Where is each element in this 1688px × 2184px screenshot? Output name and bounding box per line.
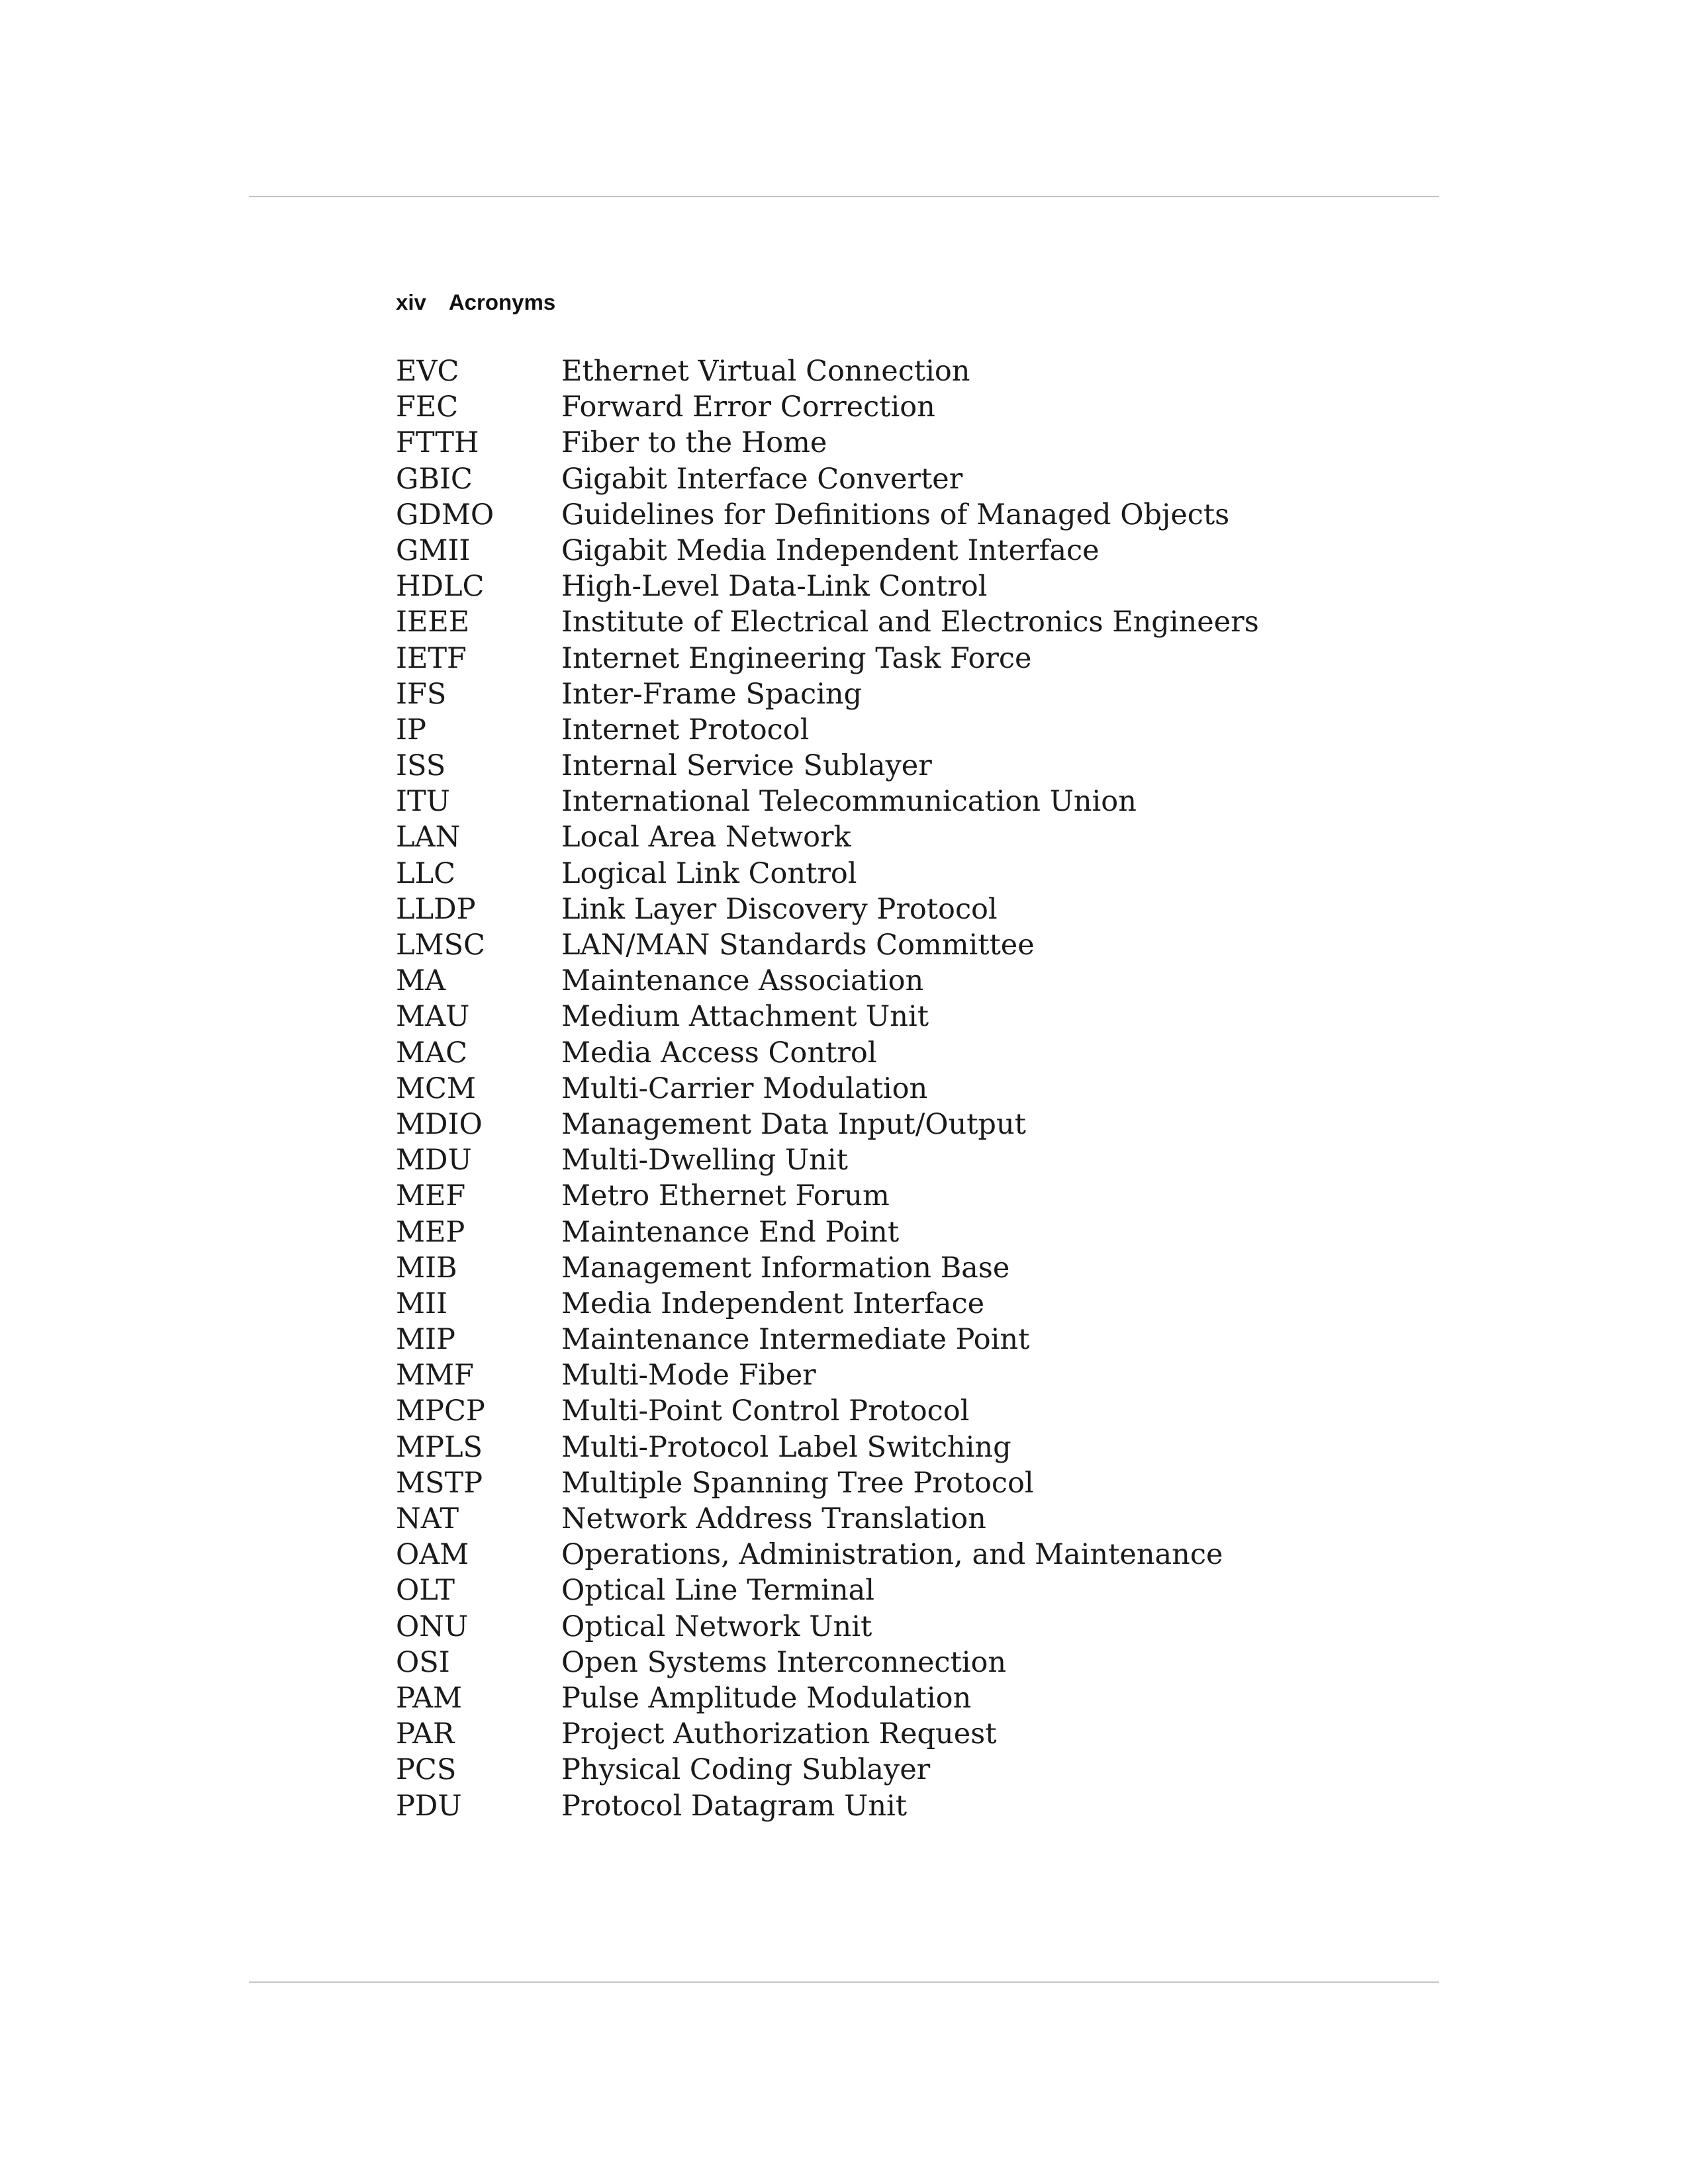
acronym-definition: Forward Error Correction [561,390,935,424]
acronym-definition: Institute of Electrical and Electronics Engineers [561,606,1259,639]
acronym-row [396,1035,1259,1071]
acronym-row [396,1322,1259,1357]
acronym-abbreviation: MMF [396,1359,474,1392]
acronym-definition: Optical Line Terminal [561,1574,875,1608]
acronym-abbreviation: ISS [396,749,446,783]
acronym-abbreviation: MII [396,1287,448,1320]
acronym-abbreviation: PAR [396,1717,455,1751]
acronym-definition: Link Layer Discovery Protocol [561,892,998,926]
acronym-abbreviation: NAT [396,1502,459,1535]
acronym-abbreviation: LMSC [396,929,485,962]
acronym-row [396,891,1259,927]
acronym-definition: Management Information Base [561,1251,1010,1285]
page-number: xiv [396,290,426,314]
acronym-row [396,1393,1259,1429]
acronym-definition: Open Systems Interconnection [561,1645,1007,1679]
acronym-definition: Maintenance Association [561,964,924,998]
acronym-definition: International Telecommunication Union [561,785,1137,819]
acronym-row [396,1142,1259,1178]
acronym-row [396,461,1259,497]
acronym-definition: Local Area Network [561,821,851,854]
acronym-definition: Inter-Frame Spacing [561,677,863,711]
acronym-definition: Optical Network Unit [561,1610,872,1643]
top-rule [249,196,1439,197]
acronym-row [396,1357,1259,1393]
acronym-abbreviation: HDLC [396,570,485,604]
acronym-row [396,1214,1259,1250]
acronym-row [396,712,1259,748]
acronym-definition: Pulse Amplitude Modulation [561,1681,972,1715]
acronym-row [396,1716,1259,1752]
acronym-row [396,497,1259,533]
acronym-abbreviation: PCS [396,1753,457,1787]
acronym-abbreviation: LLDP [396,892,476,926]
acronym-definition: Network Address Translation [561,1502,986,1535]
acronym-abbreviation: PAM [396,1681,463,1715]
acronym-abbreviation: MPCP [396,1394,485,1428]
acronym-row [396,533,1259,569]
acronym-abbreviation: LLC [396,856,456,890]
acronym-row [396,389,1259,425]
acronym-row [396,1430,1259,1465]
acronym-row [396,641,1259,676]
acronym-definition: LAN/MAN Standards Committee [561,929,1035,962]
acronym-abbreviation: IETF [396,641,467,675]
running-head [396,290,555,315]
acronym-definition: Project Authorization Request [561,1717,997,1751]
acronym-definition: Protocol Datagram Unit [561,1789,908,1823]
acronym-abbreviation: MCM [396,1071,476,1105]
acronym-abbreviation: FEC [396,390,459,424]
acronym-abbreviation: MAC [396,1036,467,1069]
acronym-abbreviation: GDMO [396,498,494,531]
acronym-definition: Maintenance End Point [561,1215,900,1249]
acronym-row [396,1752,1259,1788]
acronym-definition: Multiple Spanning Tree Protocol [561,1466,1034,1500]
acronym-definition: Medium Attachment Unit [561,1000,929,1034]
acronym-abbreviation: GBIC [396,462,473,496]
acronym-abbreviation: LAN [396,821,461,854]
acronym-abbreviation: ONU [396,1610,469,1643]
acronym-abbreviation: IFS [396,677,447,711]
acronym-row [396,676,1259,712]
acronym-row [396,425,1259,461]
acronym-definition: High-Level Data-Link Control [561,570,988,604]
acronym-abbreviation: GMII [396,533,471,567]
acronym-abbreviation: MIP [396,1323,455,1357]
acronym-definition: Multi-Carrier Modulation [561,1071,928,1105]
acronym-list [396,353,1259,1824]
acronym-definition: Multi-Point Control Protocol [561,1394,970,1428]
acronym-row [396,784,1259,819]
acronym-definition: Internet Protocol [561,713,810,747]
acronym-definition: Fiber to the Home [561,426,827,460]
acronym-row [396,856,1259,891]
acronym-definition: Gigabit Media Independent Interface [561,533,1100,567]
acronym-definition: Gigabit Interface Converter [561,462,963,496]
acronym-row [396,1250,1259,1286]
acronym-row [396,1680,1259,1716]
acronym-definition: Multi-Dwelling Unit [561,1144,848,1177]
acronym-abbreviation: MDIO [396,1107,483,1141]
acronym-definition: Ethernet Virtual Connection [561,355,970,388]
acronym-row [396,1645,1259,1680]
acronym-definition: Guidelines for Definitions of Managed Objects [561,498,1230,531]
acronym-row [396,1572,1259,1608]
acronym-abbreviation: EVC [396,355,459,388]
acronym-row [396,1178,1259,1214]
acronym-row [396,1071,1259,1107]
acronym-definition: Internet Engineering Task Force [561,641,1032,675]
acronym-row [396,1537,1259,1572]
acronym-abbreviation: OAM [396,1538,469,1572]
acronym-abbreviation: MPLS [396,1430,483,1464]
acronym-abbreviation: MAU [396,1000,470,1034]
acronym-row [396,1465,1259,1501]
acronym-row [396,569,1259,604]
acronym-row [396,1286,1259,1322]
acronym-definition: Operations, Administration, and Maintenance [561,1538,1223,1572]
acronym-row [396,819,1259,855]
acronym-abbreviation: MSTP [396,1466,483,1500]
acronym-definition: Management Data Input/Output [561,1107,1026,1141]
acronym-abbreviation: PDU [396,1789,462,1823]
acronym-row [396,1107,1259,1142]
acronym-definition: Internal Service Sublayer [561,749,932,783]
acronym-row [396,748,1259,784]
acronym-definition: Maintenance Intermediate Point [561,1323,1030,1357]
acronym-abbreviation: MIB [396,1251,457,1285]
acronym-row [396,1501,1259,1537]
acronym-abbreviation: MA [396,964,446,998]
section-title: Acronyms [448,290,556,314]
acronym-row [396,604,1259,640]
acronym-abbreviation: MEF [396,1179,466,1213]
acronym-row [396,999,1259,1034]
acronym-row [396,1788,1259,1824]
acronym-definition: Metro Ethernet Forum [561,1179,890,1213]
acronym-row [396,963,1259,999]
acronym-row [396,1609,1259,1645]
acronym-row [396,927,1259,963]
acronym-abbreviation: MEP [396,1215,465,1249]
acronym-definition: Media Access Control [561,1036,877,1069]
acronym-definition: Logical Link Control [561,856,857,890]
acronym-definition: Multi-Mode Fiber [561,1359,816,1392]
bottom-rule [249,1981,1439,1983]
acronym-definition: Physical Coding Sublayer [561,1753,931,1787]
acronym-abbreviation: MDU [396,1144,472,1177]
acronym-definition: Media Independent Interface [561,1287,985,1320]
acronym-definition: Multi-Protocol Label Switching [561,1430,1011,1464]
acronym-abbreviation: OLT [396,1574,455,1608]
acronym-abbreviation: IEEE [396,606,470,639]
acronym-row [396,353,1259,389]
acronym-abbreviation: IP [396,713,426,747]
acronym-abbreviation: ITU [396,785,450,819]
acronym-abbreviation: OSI [396,1645,450,1679]
acronym-abbreviation: FTTH [396,426,479,460]
